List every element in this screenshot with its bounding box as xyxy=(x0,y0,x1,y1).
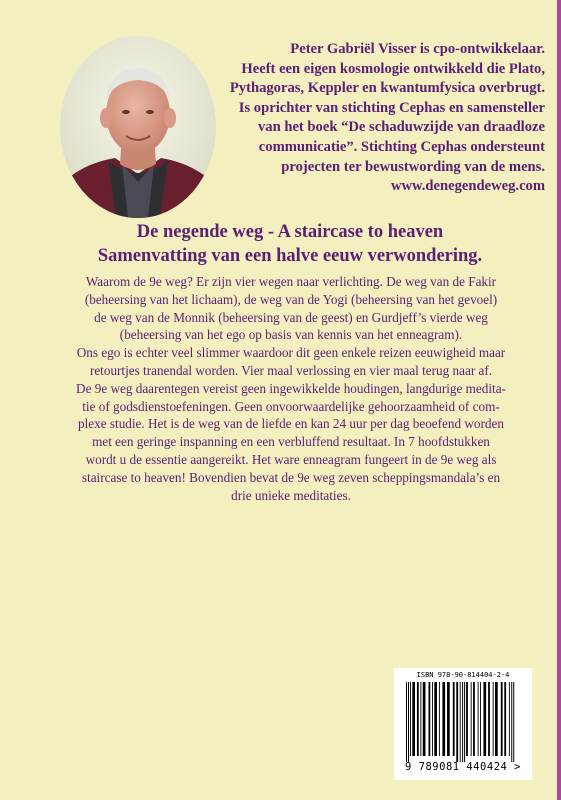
barcode-bar xyxy=(410,682,411,756)
barcode-bar xyxy=(501,682,503,756)
author-portrait xyxy=(60,36,216,218)
barcode-bar xyxy=(432,682,433,756)
bio-line: Heeft een eigen kosmologie ontwikkeld die Plato, xyxy=(241,60,545,77)
barcode-bar xyxy=(423,682,426,756)
barcode-bar xyxy=(442,682,445,756)
barcode-bar xyxy=(434,682,437,756)
bio-line: Peter Gabriël Visser is cpo-ontwikkelaar. xyxy=(290,41,545,57)
barcode-bar xyxy=(420,682,421,756)
barcode-bar xyxy=(504,682,506,756)
barcode-bar xyxy=(462,682,463,762)
isbn-digits: 9 789081 440424 > xyxy=(405,761,521,773)
book-subtitle: Samenvatting van een halve eeuw verwondering. xyxy=(97,246,483,266)
summary-line: met een geringe inspanning en een verbluffend resultaat. In 7 hoofdstukken xyxy=(92,434,490,450)
barcode-bar xyxy=(447,682,450,756)
author-website: www.denegendeweg.com xyxy=(390,178,545,195)
barcode-bar xyxy=(509,682,510,756)
isbn-barcode xyxy=(394,668,532,780)
barcode-bar xyxy=(466,682,468,756)
summary-line: staircase to heaven! Bovendien bevat de 9e weg zeven scheppingsmandala’s en xyxy=(81,469,501,485)
bio-line: Is oprichter van stichting Cephas en samensteller xyxy=(238,99,545,116)
barcode-bar xyxy=(408,682,409,762)
barcode-bar xyxy=(429,682,431,756)
summary-line: plexe studie. Het is de weg van de liefde en kan 24 uur per dag beoefend worden xyxy=(78,416,504,432)
barcode-bar xyxy=(473,682,475,756)
barcode-bar xyxy=(417,682,419,756)
barcode-bar xyxy=(456,682,458,762)
barcode-bar xyxy=(460,682,461,762)
summary-line: wordt u de essentie aangereikt. Het ware enneagram fungeert in de 9e weg als xyxy=(85,451,497,467)
barcode-bar xyxy=(493,682,494,756)
summary-line: Ons ego is echter veel slimmer waardoor dit geen enkele reizen eeuwigheid maar xyxy=(76,345,506,361)
summary-line: (beheersing van het ego op basis van kennis van het enneagram). xyxy=(119,327,463,343)
summary-line: (beheersing van het lichaam), de weg van de Yogi (beheersing van het gevoel) xyxy=(84,291,498,307)
cover-edge-stripe xyxy=(557,0,561,800)
barcode-bar xyxy=(483,682,486,756)
book-summary xyxy=(52,273,530,504)
summary-line: De 9e weg daarentegen vereist geen ingewikkelde houdingen, langdurige medita- xyxy=(76,380,506,396)
barcode-bar xyxy=(495,682,498,756)
barcode-bar xyxy=(478,682,479,756)
book-titles xyxy=(40,220,540,269)
bio-line: communicatie”. Stichting Cephas ondersteunt xyxy=(258,138,545,155)
bio-line: van het boek “De schaduwzijde van draadloze xyxy=(257,119,545,136)
barcode-bar xyxy=(511,682,512,762)
barcode-bar xyxy=(439,682,440,756)
book-title: De negende weg - A staircase to heaven xyxy=(136,222,444,242)
barcode-bar xyxy=(513,682,514,762)
summary-line: Waarom de 9e weg? Er zijn vier wegen naar verlichting. De weg van de Fakir xyxy=(85,274,497,289)
summary-line: retourtjes tranendal worden. Vier maal verlossing en vier maal terug naar af. xyxy=(89,362,493,378)
barcode-bar xyxy=(480,682,481,756)
barcode-bar xyxy=(453,682,455,756)
barcode-bar xyxy=(412,682,415,756)
barcode-bar xyxy=(471,682,472,756)
summary-line: tie of godsdienstoefeningen. Geen onvoorwaardelijke gehoorzaamheid of com- xyxy=(82,398,500,414)
barcode-bar xyxy=(406,682,407,762)
summary-line: de weg van de Monnik (beheersing van de geest) en Gurdjeff’s vierde weg xyxy=(94,309,488,325)
barcode-bar xyxy=(488,682,490,756)
bio-line: projecten ter bewustwording van de mens. xyxy=(281,158,545,175)
author-photo-icon xyxy=(60,36,216,218)
bio-line: Pythagoras, Keppler en kwantumfysica overbrugt. xyxy=(229,80,545,97)
summary-line: drie unieke meditaties. xyxy=(231,487,351,503)
author-bio xyxy=(200,40,545,197)
isbn-label: ISBN 978-90-814404-2-4 xyxy=(416,671,510,679)
barcode-icon xyxy=(404,682,522,762)
barcode-bar xyxy=(464,682,465,762)
